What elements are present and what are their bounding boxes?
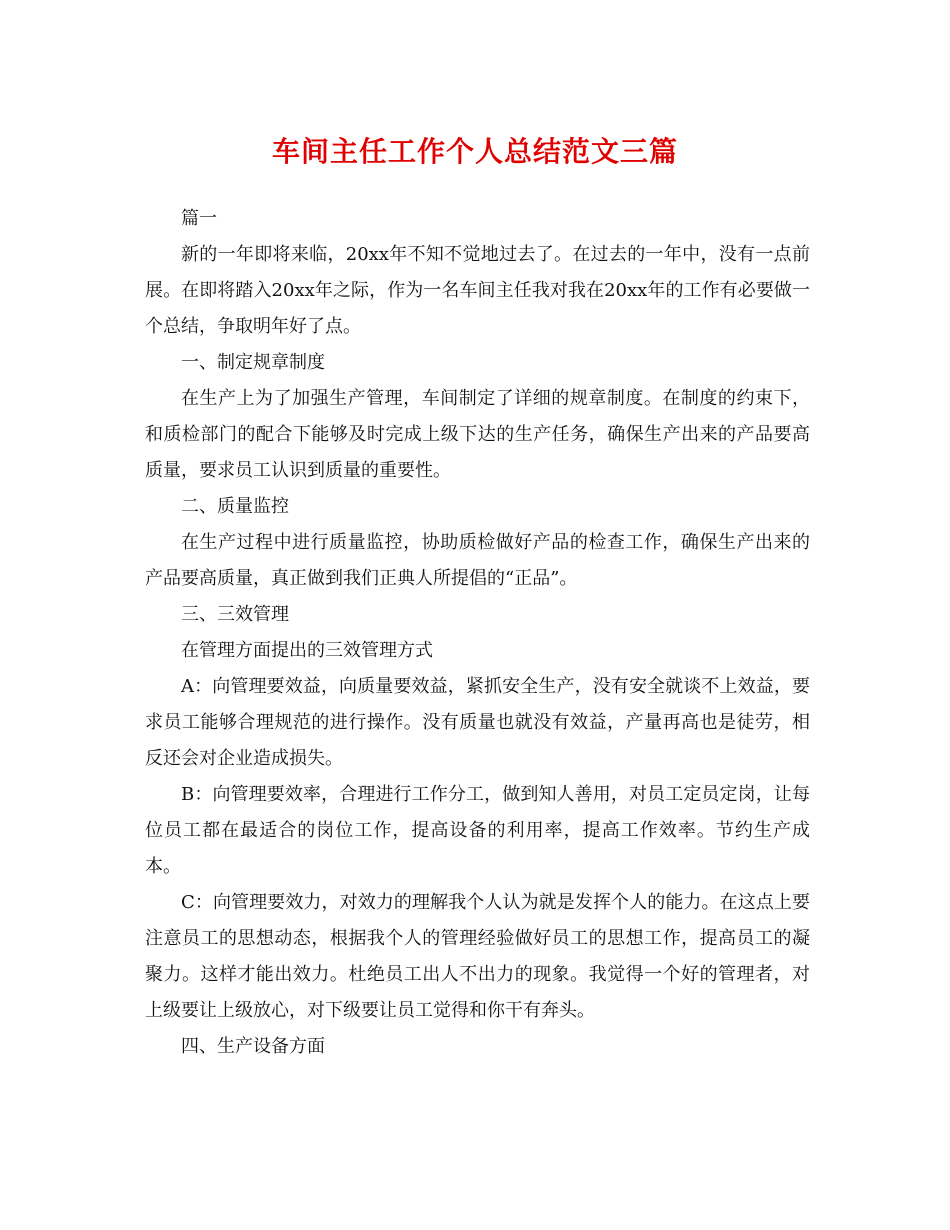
document-title: 车间主任工作个人总结范文三篇	[271, 135, 678, 168]
document-body	[145, 201, 810, 1065]
paragraph-item-c: C：向管理要效力，对效力的理解我个人认为就是发挥个人的能力。在这点上要注意员工的思想动态，根据我个人的管理经验做好员工的思想工作，提高员工的凝聚力。这样才能出效力。杜绝员工出人不出力的现象。我觉得一个好的管理者，对上级要让上级放心，对下级要让员工觉得和你干有奔头。	[145, 892, 810, 1021]
paragraph-item-b: B：向管理要效率，合理进行工作分工，做到知人善用，对员工定员定岗，让每位员工都在最适合的岗位工作，提高设备的利用率，提高工作效率。节约生产成本。	[145, 784, 810, 877]
paragraph-quality: 在生产过程中进行质量监控，协助质检做好产品的检查工作，确保生产出来的产品要高质量，真正做到我们正典人所提倡的“正品”。	[145, 532, 810, 589]
heading-rules: 一、制定规章制度	[181, 352, 325, 373]
paragraph-item-a: A：向管理要效益，向质量要效益，紧抓安全生产，没有安全就谈不上效益，要求员工能够合理规范的进行操作。没有质量也就没有效益，产量再高也是徒劳，相反还会对企业造成损失。	[145, 676, 810, 769]
paragraph-three-efficiency-intro: 在管理方面提出的三效管理方式	[181, 640, 433, 661]
paragraph-section-label: 篇一	[181, 208, 217, 229]
heading-three-efficiency: 三、三效管理	[181, 604, 289, 625]
heading-quality: 二、质量监控	[181, 496, 289, 517]
paragraph-intro: 新的一年即将来临，20xx年不知不觉地过去了。在过去的一年中，没有一点前展。在即将踏入20xx年之际，作为一名车间主任我对我在20xx年的工作有必要做一个总结，争取明年好了点。	[145, 244, 810, 337]
heading-equipment: 四、生产设备方面	[181, 1036, 325, 1057]
paragraph-rules: 在生产上为了加强生产管理，车间制定了详细的规章制度。在制度的约束下，和质检部门的配合下能够及时完成上级下达的生产任务，确保生产出来的产品要高质量，要求员工认识到质量的重要性。	[145, 388, 810, 481]
